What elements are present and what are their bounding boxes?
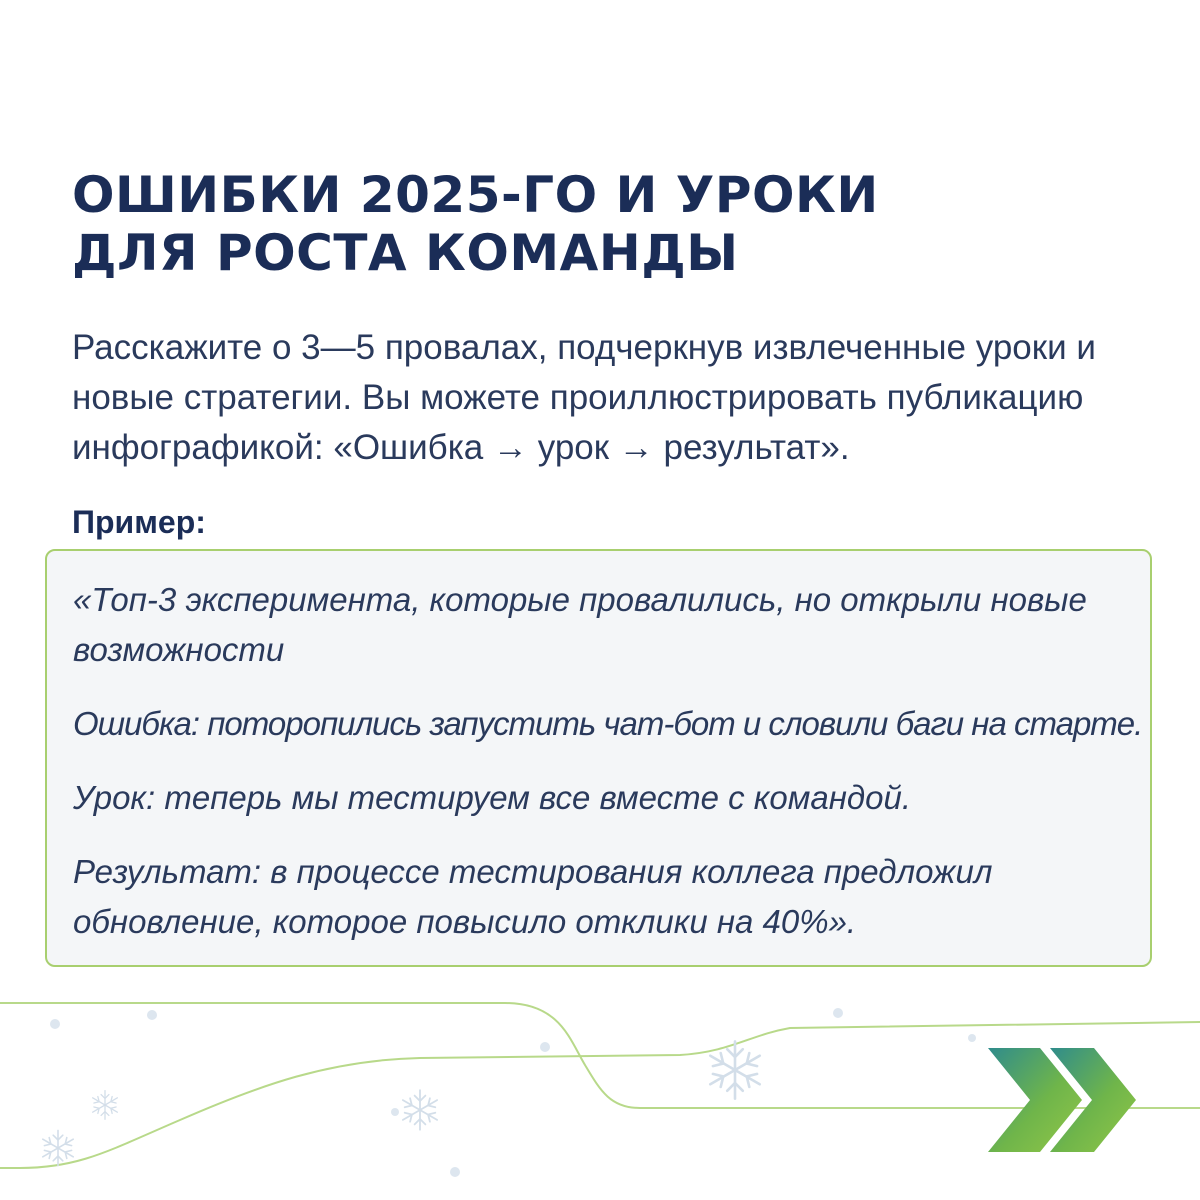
intro-line-3: инфографикой: «Ошибка → урок → результат».: [72, 428, 850, 467]
example-result-line-2: обновление, которое повысило отклики на 40%».: [73, 903, 857, 940]
snowflake-icon: [403, 1090, 437, 1130]
snowflake-icon: [93, 1091, 118, 1120]
example-lesson: Урок: теперь мы тестируем все вместе с командой.: [73, 779, 911, 816]
double-chevron-right-icon: [988, 1048, 1136, 1152]
example-quote-line-2: возможности: [73, 631, 285, 668]
example-label: Пример:: [72, 504, 206, 540]
intro-line-2: новые стратегии. Вы можете проиллюстрировать публикацию: [72, 378, 1084, 417]
example-result-line-1: Результат: в процессе тестирования коллега предложил: [73, 853, 993, 890]
example-quote-line-1: «Топ-3 эксперимента, которые провалились, но открыли новые: [73, 581, 1087, 618]
title-line-2: ДЛЯ РОСТА КОМАНДЫ: [72, 224, 739, 282]
decorative-footer: [0, 990, 1200, 1200]
page-title: [72, 166, 1132, 282]
intro-paragraph: [72, 323, 1152, 473]
title-line-1: ОШИБКИ 2025-ГО И УРОКИ: [72, 166, 879, 224]
intro-line-1: Расскажите о 3—5 провалах, подчеркнув извлеченные уроки и: [72, 328, 1096, 367]
example-box: [45, 549, 1152, 967]
example-mistake: Ошибка: поторопились запустить чат-бот и словили баги на старте.: [73, 705, 1143, 742]
snowflake-icon: [43, 1130, 73, 1165]
